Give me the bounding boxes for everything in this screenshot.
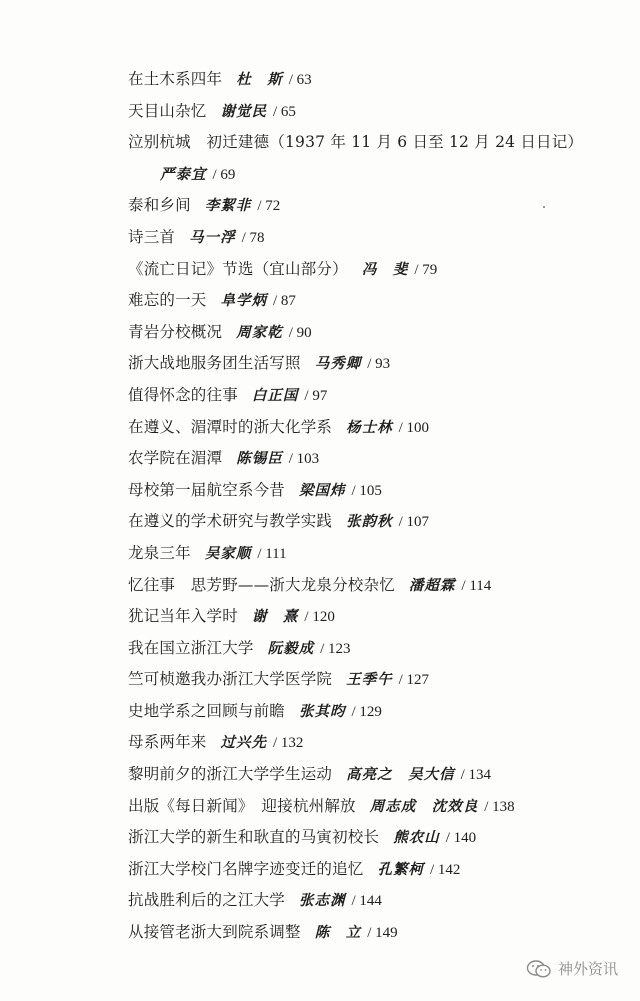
entry-title: 浙江大学校门名牌字迹变迁的追忆 [128, 859, 364, 878]
entry-title: 泰和乡间 [128, 196, 191, 215]
entry-page: / 90 [288, 324, 312, 341]
entry-title: 竺可桢邀我办浙江大学医学院 [128, 670, 333, 689]
wechat-icon [526, 959, 552, 979]
entry-author: 王季午 [346, 672, 393, 689]
toc-entry [128, 570, 628, 602]
entry-author: 过兴先 [220, 735, 268, 752]
entry-page: / 78 [241, 229, 265, 246]
toc-entry [128, 854, 628, 886]
entry-page: / 111 [257, 545, 287, 562]
entry-title: 在遵义、湄潭时的浙大化学系 [128, 417, 333, 436]
entry-author: 周志成 沈效良 [369, 798, 479, 815]
entry-page: / 140 [445, 830, 477, 847]
entry-author: 梁国炜 [299, 482, 346, 499]
entry-title: 忆往事 思芳野——浙大龙泉分校杂忆 [128, 575, 395, 594]
entry-page: / 144 [351, 893, 382, 910]
entry-title: 泣别杭城 初迁建德（1937 年 11 月 6 日至 12 月 24 日日记） [128, 133, 584, 152]
entry-author: 高亮之 吴大信 [346, 767, 455, 784]
entry-author: 张韵秋 [346, 514, 393, 531]
entry-title: 天目山杂忆 [128, 101, 207, 120]
entry-page: / 97 [304, 387, 328, 404]
toc-entry [128, 885, 628, 917]
entry-page: / 65 [273, 103, 296, 120]
entry-page: / 103 [288, 451, 320, 468]
entry-page: / 63 [288, 72, 312, 88]
toc-entry [128, 664, 628, 696]
entry-title: 诗三首 [128, 227, 176, 246]
entry-page: / 114 [461, 577, 492, 594]
entry-author: 马秀卿 [314, 356, 362, 373]
toc-entry [128, 380, 628, 412]
entry-page: / 79 [414, 261, 438, 278]
entry-title: 母校第一届航空系今昔 [128, 480, 286, 499]
entry-page: / 149 [367, 925, 398, 942]
speck-mark [543, 206, 545, 208]
entry-page: / 93 [367, 356, 391, 373]
entry-author: 潘超霖 [408, 577, 456, 594]
entry-title: 农学院在湄潭 [128, 449, 223, 468]
entry-author: 严泰宜 [160, 166, 207, 183]
entry-author: 周家乾 [236, 324, 283, 341]
entry-title: 史地学系之回顾与前瞻 [128, 701, 286, 720]
toc-entry [128, 917, 628, 949]
toc-entry [128, 190, 628, 222]
entry-author: 阜学炳 [220, 293, 268, 310]
entry-page: / 105 [351, 482, 382, 499]
entry-title: 难忘的一天 [128, 291, 207, 310]
entry-title: 犹记当年入学时 [128, 607, 238, 626]
entry-author: 陈锡臣 [236, 451, 283, 468]
entry-page: / 72 [257, 198, 281, 215]
entry-author: 白正国 [251, 387, 299, 404]
toc-entry [128, 317, 628, 349]
entry-author: 张志渊 [299, 893, 346, 910]
entry-author: 冯 斐 [361, 261, 409, 278]
toc-entry [128, 127, 628, 159]
entry-author: 李絜非 [204, 198, 252, 215]
entry-author: 孔繁柯 [377, 861, 425, 878]
entry-author: 谢 熹 [251, 609, 299, 626]
entry-title: 龙泉三年 [128, 543, 191, 562]
entry-title: 《流亡日记》节选（宜山部分） [128, 259, 348, 278]
toc-entry [128, 96, 628, 128]
entry-title: 青岩分校概况 [128, 322, 223, 341]
entry-page: / 142 [430, 861, 461, 878]
entry-title: 抗战胜利后的之江大学 [128, 891, 286, 910]
entry-author: 马一浮 [189, 229, 236, 246]
toc-entry [128, 822, 628, 854]
entry-page: / 87 [273, 293, 296, 310]
entry-author: 陈 立 [314, 925, 362, 942]
watermark-text: 神外资讯 [557, 960, 618, 978]
entry-page: / 69 [212, 166, 236, 183]
toc-entry [128, 759, 628, 791]
entry-author: 吴家顺 [204, 545, 252, 562]
toc-entry [128, 475, 628, 507]
entry-page: / 138 [484, 798, 515, 815]
entry-author: 张其昀 [299, 703, 346, 720]
toc-entry [128, 443, 628, 475]
toc-entry [128, 538, 628, 570]
entry-title: 黎明前夕的浙江大学学生运动 [128, 765, 333, 784]
entry-title: 我在国立浙江大学 [128, 638, 254, 657]
entry-page: / 120 [304, 609, 335, 626]
toc-entry [128, 791, 628, 823]
toc-entry [128, 633, 628, 665]
entry-page: / 100 [398, 419, 430, 436]
table-of-contents [128, 64, 628, 949]
toc-entry [128, 506, 628, 538]
entry-author: 谢觉民 [220, 103, 268, 120]
entry-title: 值得怀念的往事 [128, 385, 238, 404]
entry-author: 杨士林 [346, 419, 393, 436]
toc-entry [128, 727, 628, 759]
watermark [526, 958, 618, 979]
entry-title: 从接管老浙大到院系调整 [128, 923, 301, 942]
toc-entry [128, 412, 628, 444]
entry-page: / 123 [320, 640, 351, 657]
entry-author: 杜 斯 [236, 72, 283, 88]
toc-entry [128, 159, 628, 191]
entry-page: / 134 [460, 767, 492, 784]
entry-page: / 132 [273, 735, 304, 752]
entry-page: / 129 [351, 703, 382, 720]
entry-title: 出版《每日新闻》 迎接杭州解放 [128, 796, 356, 815]
entry-title: 浙江大学的新生和耿直的马寅初校长 [128, 828, 380, 847]
entry-author: 阮毅成 [267, 640, 315, 657]
toc-entry [128, 285, 628, 317]
entry-title: 浙大战地服务团生活写照 [128, 354, 301, 373]
toc-entry [128, 254, 628, 286]
entry-page: / 107 [398, 514, 430, 531]
toc-entry [128, 601, 628, 633]
toc-entry [128, 64, 628, 96]
entry-page: / 127 [398, 672, 430, 689]
toc-entry [128, 348, 628, 380]
entry-title: 在土木系四年 [128, 70, 223, 88]
toc-entry [128, 696, 628, 728]
entry-author: 熊农山 [393, 830, 440, 847]
entry-title: 在遵义的学术研究与教学实践 [128, 512, 333, 531]
toc-entry [128, 222, 628, 254]
entry-title: 母系两年来 [128, 733, 207, 752]
